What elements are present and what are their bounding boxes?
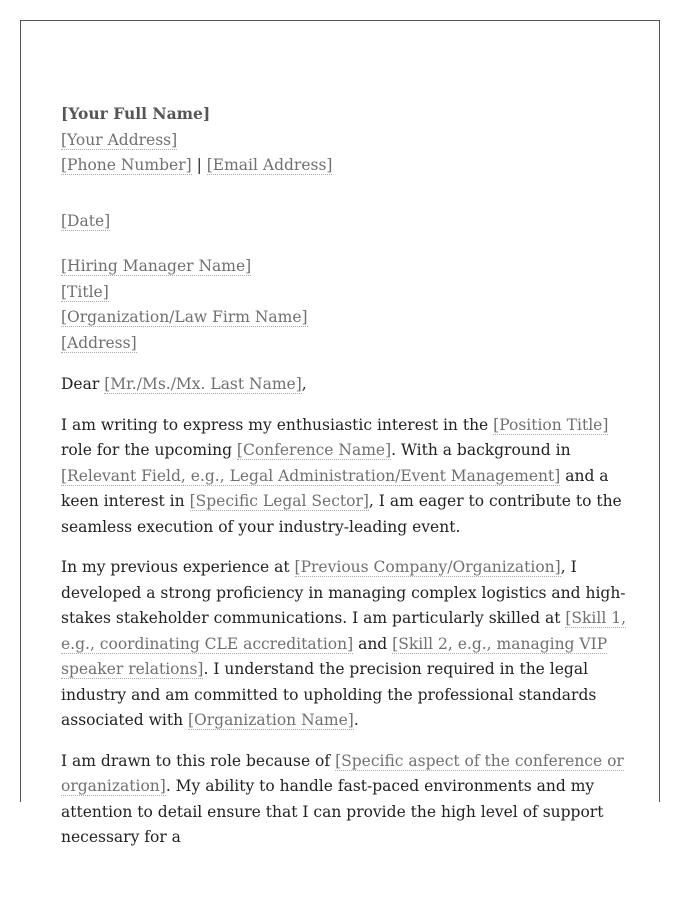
paragraph-2-text: . (353, 711, 359, 729)
sender-email[interactable]: [Email Address] (206, 156, 333, 174)
paragraph-2-text: In my previous experience at (61, 558, 295, 576)
salutation-prefix: Dear (61, 375, 105, 393)
letter-content (61, 101, 626, 851)
recipient-address[interactable]: [Address] (61, 333, 137, 352)
specific-aspect-placeholder[interactable]: [Specific aspect of the conference or organization] (61, 751, 624, 795)
date-block (61, 209, 626, 235)
recipient-name[interactable]: [Hiring Manager Name] (61, 257, 252, 275)
skill-2-placeholder[interactable]: [Skill 2, e.g., managing VIP speaker relations] (61, 634, 608, 678)
paragraph-1-text: . With a background in (391, 441, 571, 459)
recipient-block (61, 254, 626, 356)
recipient-organization[interactable]: [Organization/Law Firm Name] (61, 308, 308, 326)
paragraph-1-text: and a keen interest in (61, 466, 609, 510)
relevant-field-placeholder[interactable]: [Relevant Field, e.g., Legal Administration/Event Management] (61, 466, 561, 485)
paragraph-2 (61, 555, 626, 734)
paragraph-2-text: . I understand the precision required in the legal industry and am committed to upholding the professional standards associated with (61, 660, 597, 729)
paragraph-1-text: , I am eager to contribute to the seamless execution of your industry-leading event. (61, 492, 622, 536)
sender-address[interactable]: [Your Address] (61, 130, 178, 149)
skill-1-placeholder[interactable]: [Skill 1, e.g., coordinating CLE accreditation] (61, 609, 627, 653)
salutation-suffix: , (301, 375, 307, 393)
paragraph-1-text: I am writing to express my enthusiastic interest in the (61, 415, 494, 434)
paragraph-1-text: role for the upcoming (61, 441, 237, 459)
paragraph-1 (61, 413, 626, 541)
paragraph-2-text: and (353, 634, 393, 653)
letter-date[interactable]: [Date] (61, 211, 111, 230)
salutation-name[interactable]: [Mr./Ms./Mx. Last Name] (104, 375, 302, 393)
contact-separator: | (191, 156, 207, 174)
legal-sector-placeholder[interactable]: [Specific Legal Sector] (189, 492, 369, 510)
paragraph-3-text: I am drawn to this role because of (61, 751, 336, 770)
paragraph-3-text: . My ability to handle fast-paced environments and my attention to detail ensure that I can provide the high level of support necessary for a (61, 777, 604, 846)
position-title-placeholder[interactable]: [Position Title] (493, 415, 609, 434)
paragraph-2-text: , I developed a strong proficiency in managing complex logistics and high-stakes stakeholder communications. I am particularly skilled at (61, 558, 626, 627)
sender-block (61, 101, 626, 179)
paragraph-3 (61, 749, 626, 851)
sender-phone[interactable]: [Phone Number] (61, 156, 192, 174)
previous-company-placeholder[interactable]: [Previous Company/Organization] (294, 558, 561, 576)
sender-name[interactable]: [Your Full Name] (61, 104, 211, 123)
recipient-title[interactable]: [Title] (61, 282, 109, 301)
organization-name-placeholder[interactable]: [Organization Name] (187, 711, 354, 729)
letter-page (20, 20, 660, 846)
conference-name-placeholder[interactable]: [Conference Name] (236, 441, 392, 459)
salutation (61, 372, 626, 398)
